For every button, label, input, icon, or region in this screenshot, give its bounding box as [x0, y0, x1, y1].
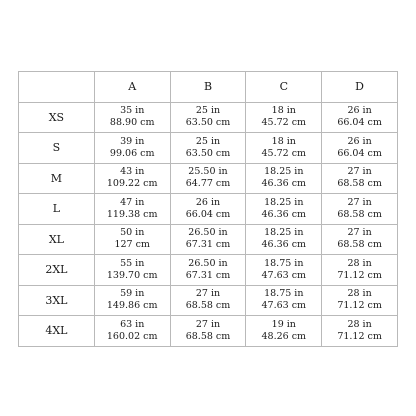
measurement-inches: 18.25 in — [264, 227, 304, 239]
measurement-cm: 68.58 cm — [337, 239, 382, 251]
measurement-cm: 48.26 cm — [261, 330, 307, 342]
measurement-cm: 160.02 cm — [106, 330, 158, 342]
table-row — [19, 133, 398, 164]
measurement-cell — [322, 224, 398, 255]
measurement-inches: 19 in — [271, 318, 296, 330]
measurement-cm: 71.12 cm — [337, 330, 382, 342]
table-row — [19, 224, 398, 255]
measurement-inches: 18 in — [271, 105, 296, 117]
measurement-inches: 18.25 in — [264, 166, 304, 178]
measurement-cm: 119.38 cm — [106, 208, 158, 220]
header-row — [19, 72, 398, 103]
measurement-cell — [322, 102, 398, 133]
size-label: M — [19, 163, 95, 194]
measurement-cm: 139.70 cm — [106, 269, 158, 281]
table-body — [19, 102, 398, 346]
column-header-b: B — [170, 72, 246, 103]
measurement-cm: 149.86 cm — [106, 300, 158, 312]
measurement-inches: 28 in — [347, 288, 372, 300]
measurement-inches: 25 in — [195, 105, 221, 117]
measurement-inches: 28 in — [347, 318, 372, 330]
measurement-cm: 47.63 cm — [261, 300, 307, 312]
measurement-cell — [94, 255, 170, 286]
measurement-inches: 26 in — [195, 196, 221, 208]
measurement-cm: 99.06 cm — [109, 147, 155, 159]
measurement-inches: 28 in — [347, 257, 372, 269]
measurement-inches: 63 in — [120, 318, 145, 330]
measurement-inches: 26.50 in — [188, 227, 228, 239]
measurement-cm: 66.04 cm — [337, 117, 382, 129]
measurement-inches: 47 in — [120, 196, 145, 208]
measurement-cm: 45.72 cm — [261, 117, 307, 129]
size-label: 3XL — [19, 285, 95, 316]
measurement-cell — [246, 285, 322, 316]
measurement-cell — [322, 316, 398, 347]
column-header-a: A — [94, 72, 170, 103]
measurement-inches: 27 in — [195, 288, 221, 300]
measurement-cell — [94, 285, 170, 316]
measurement-cell — [246, 163, 322, 194]
measurement-cm: 68.58 cm — [185, 300, 231, 312]
measurement-inches: 18.25 in — [264, 196, 304, 208]
measurement-cell — [322, 133, 398, 164]
measurement-cm: 127 cm — [114, 239, 150, 251]
measurement-cell — [246, 255, 322, 286]
table-row — [19, 316, 398, 347]
measurement-cell — [94, 316, 170, 347]
measurement-cm: 66.04 cm — [337, 147, 382, 159]
table-row — [19, 194, 398, 225]
measurement-inches: 27 in — [347, 227, 372, 239]
measurement-inches: 26 in — [347, 135, 372, 147]
measurement-cell — [170, 102, 246, 133]
size-label: L — [19, 194, 95, 225]
measurement-inches: 26 in — [347, 105, 372, 117]
measurement-inches: 27 in — [347, 166, 372, 178]
measurement-cell — [170, 224, 246, 255]
measurement-cell — [170, 133, 246, 164]
measurement-cm: 71.12 cm — [337, 300, 382, 312]
measurement-cell — [170, 316, 246, 347]
measurement-inches: 27 in — [195, 318, 221, 330]
measurement-cell — [322, 194, 398, 225]
measurement-cell — [322, 285, 398, 316]
measurement-cm: 66.04 cm — [185, 208, 231, 220]
measurement-cell — [246, 102, 322, 133]
measurement-inches: 55 in — [120, 257, 145, 269]
measurement-cm: 88.90 cm — [109, 117, 155, 129]
measurement-inches: 35 in — [120, 105, 145, 117]
measurement-cm: 64.77 cm — [185, 178, 231, 190]
size-label: XS — [19, 102, 95, 133]
measurement-cell — [94, 224, 170, 255]
measurement-cell — [170, 194, 246, 225]
measurement-cm: 67.31 cm — [185, 239, 231, 251]
table-row — [19, 255, 398, 286]
measurement-cm: 109.22 cm — [106, 178, 158, 190]
measurement-cell — [94, 163, 170, 194]
measurement-cm: 67.31 cm — [185, 269, 231, 281]
measurement-inches: 59 in — [120, 288, 145, 300]
column-header-c: C — [246, 72, 322, 103]
table-row — [19, 163, 398, 194]
column-header-d: D — [322, 72, 398, 103]
measurement-cm: 63.50 cm — [185, 117, 231, 129]
measurement-cell — [170, 163, 246, 194]
measurement-inches: 18.75 in — [264, 257, 304, 269]
measurement-inches: 18 in — [271, 135, 296, 147]
size-label: 4XL — [19, 316, 95, 347]
measurement-inches: 25.50 in — [188, 166, 228, 178]
table-row — [19, 285, 398, 316]
measurement-cell — [322, 163, 398, 194]
measurement-inches: 43 in — [120, 166, 145, 178]
size-label: S — [19, 133, 95, 164]
measurement-inches: 18.75 in — [264, 288, 304, 300]
measurement-inches: 39 in — [120, 135, 145, 147]
measurement-cell — [246, 194, 322, 225]
size-chart-table — [18, 71, 398, 347]
measurement-cm: 68.58 cm — [337, 178, 382, 190]
table-row — [19, 102, 398, 133]
measurement-cell — [94, 133, 170, 164]
measurement-cell — [246, 224, 322, 255]
measurement-cell — [246, 133, 322, 164]
size-label: XL — [19, 224, 95, 255]
measurement-cm: 47.63 cm — [261, 269, 307, 281]
measurement-cell — [246, 316, 322, 347]
corner-header — [19, 72, 95, 103]
measurement-inches: 50 in — [120, 227, 145, 239]
measurement-inches: 26.50 in — [188, 257, 228, 269]
measurement-cell — [170, 285, 246, 316]
measurement-cm: 45.72 cm — [261, 147, 307, 159]
measurement-cm: 63.50 cm — [185, 147, 231, 159]
measurement-cm: 71.12 cm — [337, 269, 382, 281]
measurement-cm: 46.36 cm — [261, 239, 307, 251]
measurement-cell — [94, 194, 170, 225]
measurement-cm: 46.36 cm — [261, 208, 307, 220]
measurement-inches: 27 in — [347, 196, 372, 208]
measurement-cell — [94, 102, 170, 133]
measurement-inches: 25 in — [195, 135, 221, 147]
measurement-cell — [322, 255, 398, 286]
measurement-cm: 68.58 cm — [185, 330, 231, 342]
measurement-cell — [170, 255, 246, 286]
size-label: 2XL — [19, 255, 95, 286]
measurement-cm: 46.36 cm — [261, 178, 307, 190]
measurement-cm: 68.58 cm — [337, 208, 382, 220]
